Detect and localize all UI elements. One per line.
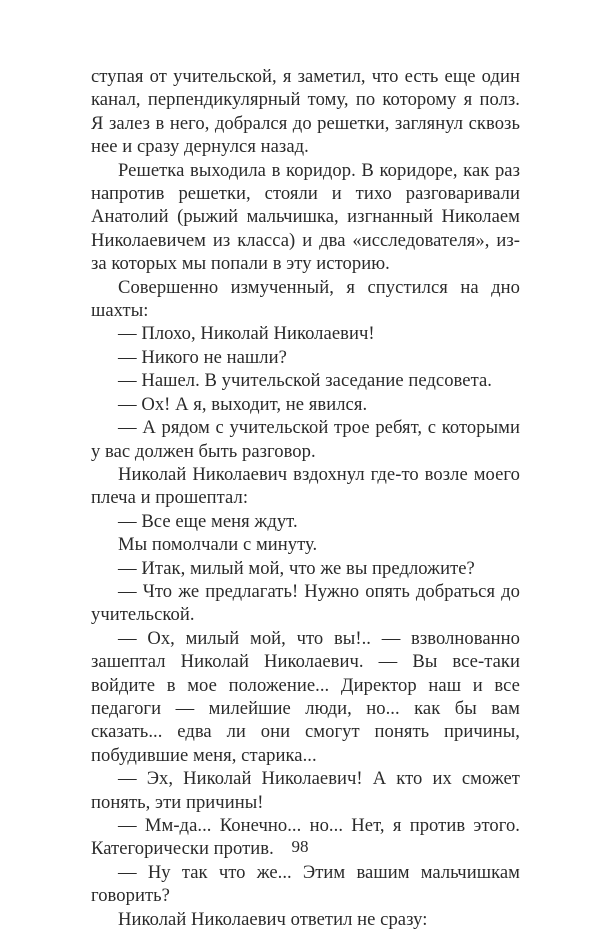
dialogue-line-7: — Итак, милый мой, что же вы предложите? <box>118 557 475 579</box>
paragraph-11: Мы помолчали с минуту. <box>118 534 318 556</box>
book-page-text <box>91 65 520 931</box>
paragraph-9: Николай Николаевич вздохнул где-то возле моего плеча и прошептал: <box>91 463 520 509</box>
dialogue-line-9: — Ох, милый мой, что вы!.. — взволнованно зашептал Николай Николаевич. — Вы все-таки войдите в мое положение... Директор наш и все педагоги — милейшие люди, но... как бы вам сказать... едва ли они смогут понять причины, побудившие меня, старика... <box>91 627 520 766</box>
paragraph-1: ступая от учительской, я заметил, что есть еще один канал, перпендикулярный тому, по которому я полз. Я залез в него, добрался до решетки, заглянул сквозь нее и сразу дернулся назад. <box>91 66 520 158</box>
paragraph-3: Совершенно измученный, я спустился на дно шахты: <box>91 276 520 322</box>
dialogue-line-5: — А рядом с учительской трое ребят, с которыми у вас должен быть разговор. <box>91 417 520 462</box>
paragraph-18: Николай Николаевич ответил не сразу: <box>118 908 428 930</box>
dialogue-line-2: — Никого не нашли? <box>118 346 287 368</box>
dialogue-line-12: — Ну так что же... Этим вашим мальчишкам говорить? <box>91 861 520 907</box>
dialogue-line-11: — Мм-да... Конечно... но... Нет, я против этого. Категорически против. <box>91 815 520 860</box>
dialogue-line-3: — Нашел. В учительской заседание педсовета. <box>118 370 492 392</box>
paragraph-2: Решетка выходила в коридор. В коридоре, как раз напротив решетки, стояли и тихо разговаривали Анатолий (рыжий мальчишка, изгнанный Николаем Николаевичем из класса) и два «исследователя», из-за которых мы попали в эту историю. <box>91 159 520 275</box>
dialogue-line-4: — Ох! А я, выходит, не явился. <box>118 393 368 415</box>
dialogue-line-10: — Эх, Николай Николаевич! А кто их сможет понять, эти причины! <box>91 768 520 813</box>
dialogue-line-6: — Все еще меня ждут. <box>118 510 298 532</box>
page-number: 98 <box>291 837 309 856</box>
dialogue-line-8: — Что же предлагать! Нужно опять добраться до учительской. <box>91 580 520 626</box>
dialogue-line-1: — Плохо, Николай Николаевич! <box>118 323 375 345</box>
